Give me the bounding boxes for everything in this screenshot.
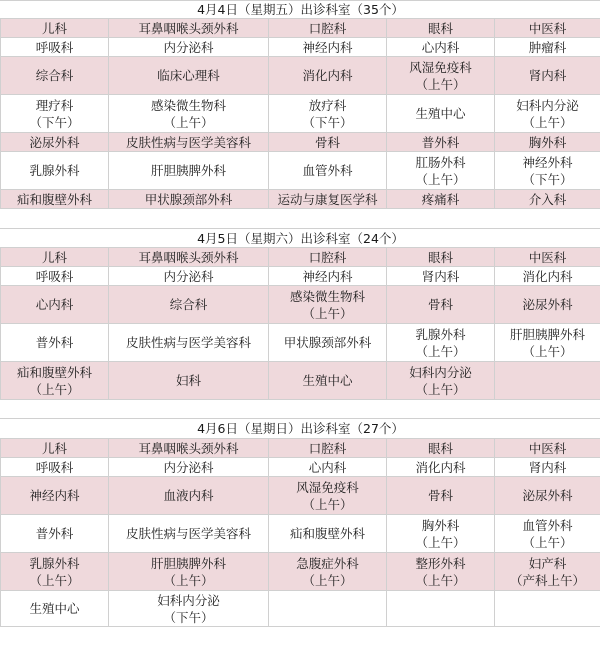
department-cell: 肝胆胰脾外科 （上午） (109, 553, 269, 591)
department-cell: 神经外科 （下午） (495, 152, 600, 190)
department-cell: 皮肤性病与医学美容科 (109, 133, 269, 152)
day-apr-6-row (1, 553, 600, 591)
department-cell: 泌尿外科 (495, 477, 600, 515)
department-cell: 中医科 (495, 248, 600, 267)
day-apr-6-row (1, 458, 600, 477)
department-cell: 呼吸科 (1, 458, 109, 477)
department-cell: 急腹症外科 （上午） (269, 553, 387, 591)
department-cell: 甲状腺颈部外科 (109, 190, 269, 209)
day-apr-4-row (1, 190, 600, 209)
department-cell: 放疗科 （下午） (269, 95, 387, 133)
section-spacer (1, 209, 600, 229)
department-cell: 肝胆胰脾外科 (109, 152, 269, 190)
department-cell: 肿瘤科 (495, 38, 600, 57)
day-apr-6-row (1, 591, 600, 627)
department-cell: 临床心理科 (109, 57, 269, 95)
department-cell: 妇产科 （产科上午） (495, 553, 600, 591)
department-cell: 普外科 (387, 133, 495, 152)
day-apr-5-row (1, 248, 600, 267)
department-cell: 神经内科 (269, 38, 387, 57)
day-apr-5-title: 4月5日（星期六）出诊科室（24个） (1, 229, 600, 248)
department-cell: 肾内科 (387, 267, 495, 286)
department-cell: 心内科 (1, 286, 109, 324)
department-cell: 血管外科 （上午） (495, 515, 600, 553)
department-cell: 疝和腹壁外科 （上午） (1, 362, 109, 400)
department-cell (495, 591, 600, 627)
department-cell: 口腔科 (269, 248, 387, 267)
department-cell: 生殖中心 (1, 591, 109, 627)
department-cell: 风湿免疫科 （上午） (269, 477, 387, 515)
department-cell: 耳鼻咽喉头颈外科 (109, 248, 269, 267)
department-cell: 血液内科 (109, 477, 269, 515)
schedule-body (1, 1, 600, 627)
day-apr-6-row (1, 477, 600, 515)
department-cell: 儿科 (1, 439, 109, 458)
department-cell: 整形外科 （上午） (387, 553, 495, 591)
department-cell: 内分泌科 (109, 458, 269, 477)
department-cell: 内分泌科 (109, 267, 269, 286)
department-cell: 运动与康复医学科 (269, 190, 387, 209)
department-cell: 介入科 (495, 190, 600, 209)
department-cell: 儿科 (1, 19, 109, 38)
day-apr-5-title-row (1, 229, 600, 248)
department-cell: 胸外科 (495, 133, 600, 152)
department-cell (387, 591, 495, 627)
department-cell: 内分泌科 (109, 38, 269, 57)
department-cell: 口腔科 (269, 439, 387, 458)
department-cell: 耳鼻咽喉头颈外科 (109, 439, 269, 458)
department-cell: 妇科内分泌 （上午） (495, 95, 600, 133)
department-cell: 骨科 (387, 477, 495, 515)
department-cell: 肾内科 (495, 458, 600, 477)
department-cell: 胸外科 （上午） (387, 515, 495, 553)
department-cell: 普外科 (1, 324, 109, 362)
department-cell: 普外科 (1, 515, 109, 553)
department-cell: 消化内科 (387, 458, 495, 477)
department-cell: 心内科 (387, 38, 495, 57)
department-cell (495, 362, 600, 400)
day-apr-4-row (1, 95, 600, 133)
department-cell: 甲状腺颈部外科 (269, 324, 387, 362)
department-cell (269, 591, 387, 627)
department-cell: 骨科 (269, 133, 387, 152)
department-cell: 乳腺外科 （上午） (387, 324, 495, 362)
department-cell: 乳腺外科 (1, 152, 109, 190)
department-cell: 肛肠外科 （上午） (387, 152, 495, 190)
day-apr-4-title-row (1, 1, 600, 19)
day-apr-6-title-row (1, 419, 600, 439)
department-cell: 神经内科 (1, 477, 109, 515)
day-apr-5-row (1, 324, 600, 362)
department-cell: 中医科 (495, 439, 600, 458)
department-cell: 肾内科 (495, 57, 600, 95)
day-apr-6-row (1, 439, 600, 458)
day-apr-4-row (1, 57, 600, 95)
department-cell: 乳腺外科 （上午） (1, 553, 109, 591)
department-cell: 妇科 (109, 362, 269, 400)
day-apr-6-row (1, 515, 600, 553)
department-cell: 妇科内分泌 （上午） (387, 362, 495, 400)
department-cell: 血管外科 (269, 152, 387, 190)
section-spacer-cell (1, 209, 600, 229)
department-cell: 口腔科 (269, 19, 387, 38)
section-spacer-cell (1, 400, 600, 419)
department-cell: 消化内科 (269, 57, 387, 95)
department-cell: 消化内科 (495, 267, 600, 286)
department-cell: 疝和腹壁外科 (1, 190, 109, 209)
day-apr-4-row (1, 152, 600, 190)
department-cell: 肝胆胰脾外科 （上午） (495, 324, 600, 362)
department-cell: 泌尿外科 (495, 286, 600, 324)
department-cell: 生殖中心 (269, 362, 387, 400)
department-cell: 呼吸科 (1, 38, 109, 57)
department-cell: 儿科 (1, 248, 109, 267)
department-cell: 心内科 (269, 458, 387, 477)
department-cell: 综合科 (109, 286, 269, 324)
department-cell: 眼科 (387, 19, 495, 38)
department-cell: 皮肤性病与医学美容科 (109, 515, 269, 553)
department-cell: 理疗科 （下午） (1, 95, 109, 133)
day-apr-4-row (1, 19, 600, 38)
department-cell: 耳鼻咽喉头颈外科 (109, 19, 269, 38)
department-cell: 神经内科 (269, 267, 387, 286)
section-spacer (1, 400, 600, 419)
department-cell: 中医科 (495, 19, 600, 38)
department-cell: 综合科 (1, 57, 109, 95)
day-apr-4-row (1, 133, 600, 152)
day-apr-5-row (1, 286, 600, 324)
day-apr-6-title: 4月6日（星期日）出诊科室（27个） (1, 419, 600, 439)
department-cell: 感染微生物科 （上午） (269, 286, 387, 324)
department-cell: 疼痛科 (387, 190, 495, 209)
department-cell: 生殖中心 (387, 95, 495, 133)
department-cell: 风湿免疫科 （上午） (387, 57, 495, 95)
department-cell: 呼吸科 (1, 267, 109, 286)
department-cell: 泌尿外科 (1, 133, 109, 152)
department-cell: 皮肤性病与医学美容科 (109, 324, 269, 362)
day-apr-5-row (1, 362, 600, 400)
day-apr-4-row (1, 38, 600, 57)
department-cell: 妇科内分泌 （下午） (109, 591, 269, 627)
department-cell: 疝和腹壁外科 (269, 515, 387, 553)
day-apr-4-title: 4月4日（星期五）出诊科室（35个） (1, 1, 600, 19)
department-cell: 眼科 (387, 439, 495, 458)
department-cell: 感染微生物科 （上午） (109, 95, 269, 133)
department-cell: 眼科 (387, 248, 495, 267)
department-cell: 骨科 (387, 286, 495, 324)
day-apr-5-row (1, 267, 600, 286)
